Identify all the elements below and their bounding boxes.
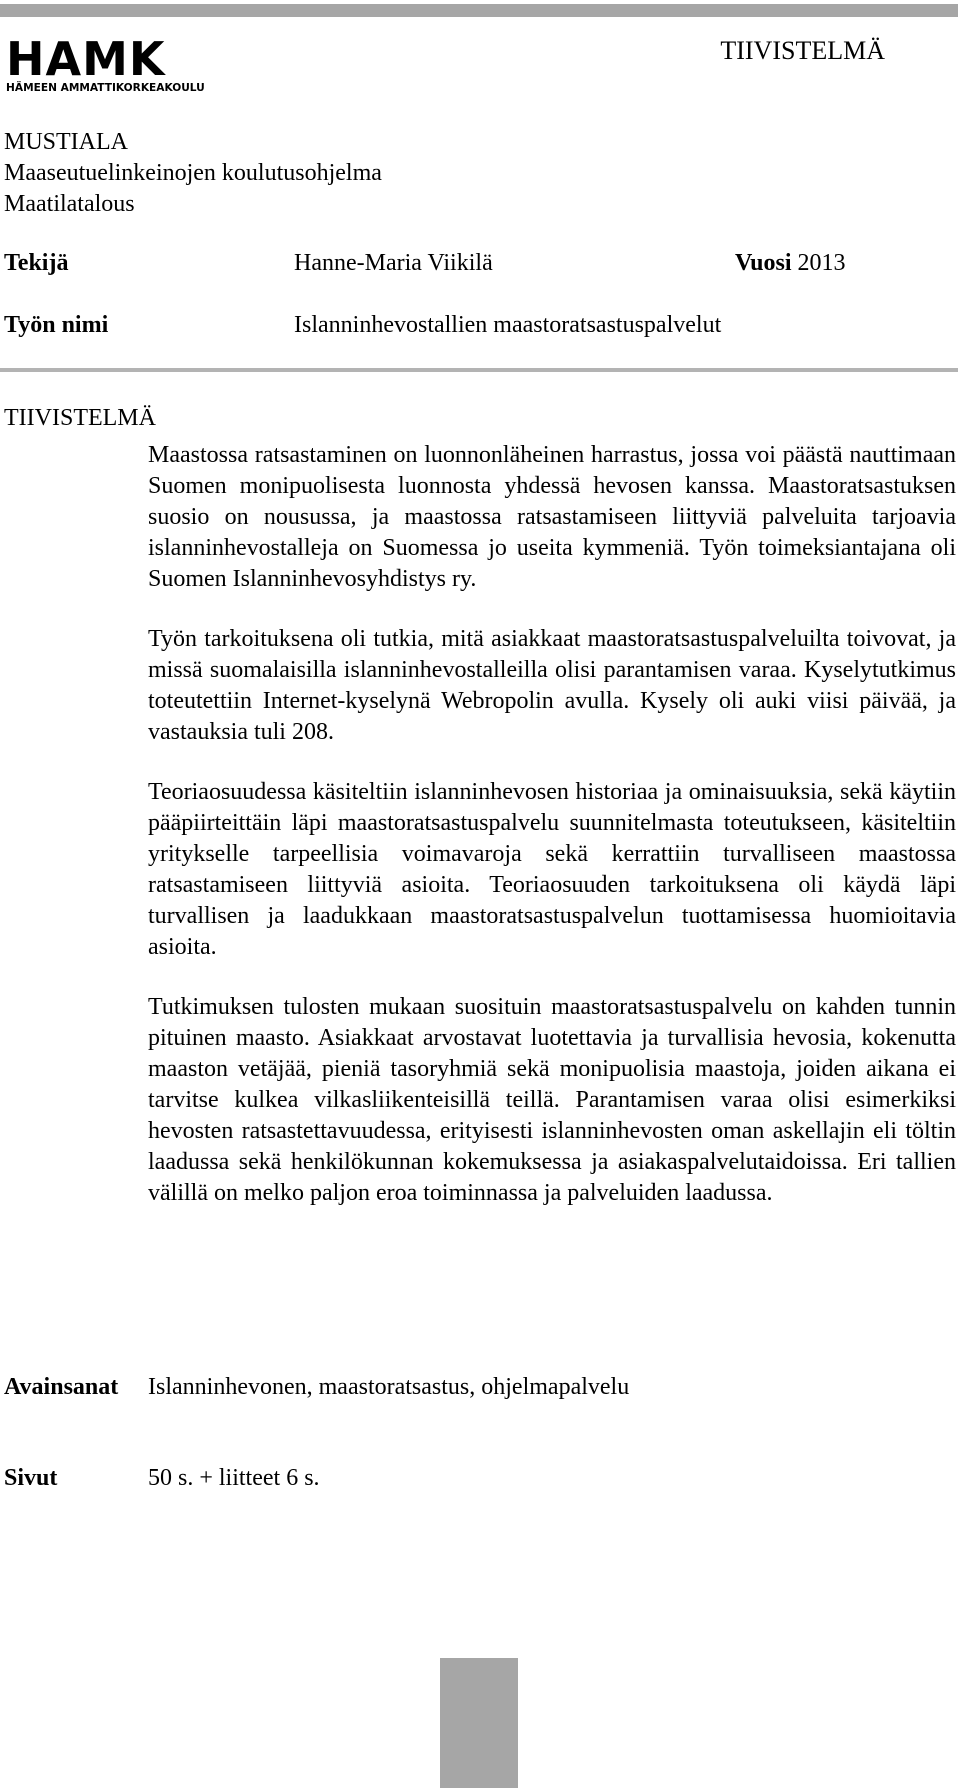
keywords-value: Islanninhevonen, maastoratsastus, ohjelmapalvelu: [148, 1374, 630, 1400]
author-label: Tekijä: [4, 250, 69, 276]
abstract-paragraph: Maastossa ratsastaminen on luonnonläheinen harrastus, jossa voi päästä nauttimaan Suomen monipuolisesta luonnosta yhdessä hevosen kanssa. Maastoratsastuksen suosio on nousussa, ja maastossa ratsastamiseen liittyviä palveluita tarjoavia islanninhevostalleja on Suomessa jo useita kymmeniä. Työn toimeksiantajana oli Suomen Islanninhevosyhdistys ry.: [148, 442, 956, 592]
abstract-title: TIIVISTELMÄ: [4, 405, 156, 431]
campus-name: MUSTIALA: [4, 129, 128, 155]
top-rule: [0, 4, 958, 17]
author-name: Hanne-Maria Viikilä: [294, 250, 493, 276]
degree-programme: Maaseutuelinkeinojen koulutusohjelma: [4, 160, 382, 186]
header-title: TIIVISTELMÄ: [720, 36, 885, 65]
logo-subtitle: HÄMEEN AMMATTIKORKEAKOULU: [6, 82, 205, 94]
year-value: 2013: [797, 250, 846, 276]
unit-block: [4, 127, 382, 220]
page-marker: [440, 1658, 518, 1788]
section-rule: [0, 368, 958, 372]
pages-label: Sivut: [4, 1465, 58, 1491]
hamk-logo: [6, 32, 242, 94]
abstract-paragraph: Työn tarkoituksena oli tutkia, mitä asiakkaat maastoratsastuspalveluilta toivovat, ja missä suomalaisilla islanninhevostalleilla olisi parantamisen varaa. Kyselytutkimus toteutettiin Internet-kyselynä Webropolin avulla. Kysely oli auki viisi päivää, ja vastauksia tuli 208.: [148, 626, 956, 745]
specialisation: Maatilatalous: [4, 191, 135, 217]
work-title-label: Työn nimi: [4, 312, 109, 338]
work-title: Islanninhevostallien maastoratsastuspalvelut: [294, 312, 722, 338]
keywords-label: Avainsanat: [4, 1374, 119, 1400]
logo-wordmark: HAMK: [6, 32, 166, 86]
pages-value: 50 s. + liitteet 6 s.: [148, 1465, 320, 1491]
year-label: Vuosi: [735, 250, 792, 276]
year-field: [735, 250, 845, 277]
abstract-body: [148, 440, 956, 1238]
abstract-paragraph: Teoriaosuudessa käsiteltiin islanninhevosen historiaa ja ominaisuuksia, sekä käytiin pääpiirteittäin läpi maastoratsastuspalvelu suunnitelmasta toteutukseen, käsiteltiin yritykselle tarpeellisia voimavaroja sekä kerrattiin turvalliseen maastossa ratsastamiseen liittyviä asioita. Teoriaosuuden tarkoituksena oli käydä läpi turvallisen ja laadukkaan maastoratsastuspalvelun tuottamisessa huomioitavia asioita.: [148, 779, 956, 960]
abstract-paragraph: Tutkimuksen tulosten mukaan suosituin maastoratsastuspalvelu on kahden tunnin pituinen maasto. Asiakkaat arvostavat luotettavia ja turvallisia hevosia, kokenutta maaston vetäjää, pieniä tasoryhmiä sekä monipuolisia maastoja, joiden aikana ei tarvitse kulkea vilkasliikenteisillä teillä. Parantamisen varaa olisi esimerkiksi hevosten ratsastettavuudessa, erityisesti islanninhevosten oman askellajin eli töltin laadussa sekä henkilökunnan kokemuksessa ja asiakaspalvelutaidoissa. Eri tallien välillä on melko paljon eroa toiminnassa ja palveluiden laadussa.: [148, 994, 956, 1206]
